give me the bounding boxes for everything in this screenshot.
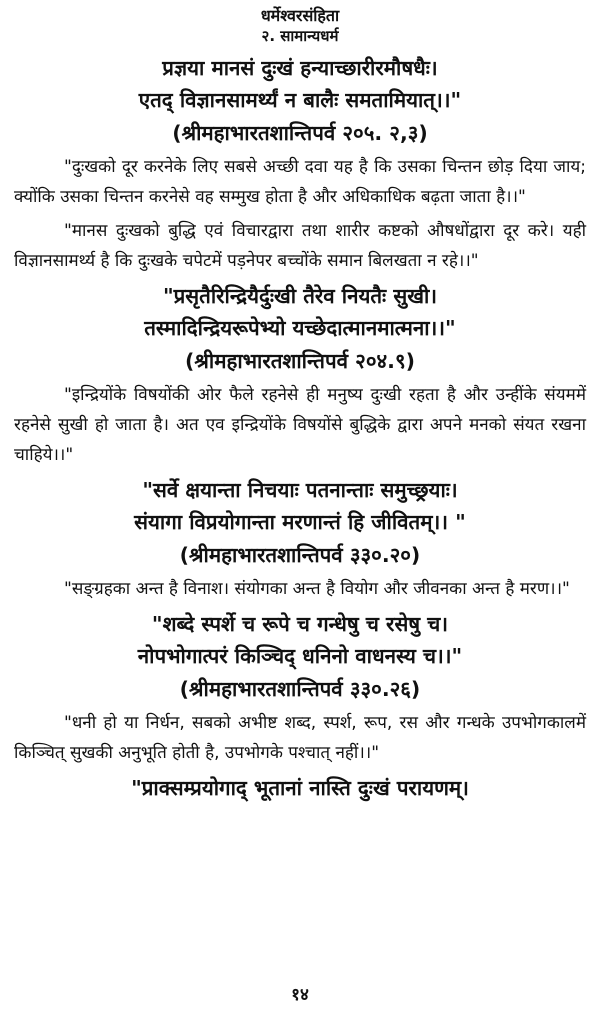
verse-line: एतद् विज्ञानसामर्थ्यं न बालैः समतामियात्।।"	[138, 88, 462, 112]
shloka-block	[14, 474, 586, 604]
page-number: १४	[291, 985, 309, 1005]
verse-line: तस्मादिन्द्रियरूपेभ्यो यच्छेदात्मानमात्मना।।"	[144, 316, 456, 340]
translation-paragraph: "मानस दुःखको बुद्धि एवं विचारद्वारा तथा शारीर कष्टको औषधोंद्वारा दूर करे। यही विज्ञानसामर्थ्य है कि दुःखके चपेटमें पड़नेपर बच्चोंके समान बिलखता न रहे।।"	[14, 221, 586, 271]
translation-paragraph: "सङ्ग्रहका अन्त है विनाश। संयोगका अन्त है वियोग और जीवनका अन्त है मरण।।"	[64, 579, 570, 599]
translation	[14, 708, 586, 768]
running-section: २. सामान्यधर्म	[261, 27, 339, 45]
source-citation: (श्रीमहाभारतशान्तिपर्व ३३०.२०)	[179, 543, 421, 567]
shloka-block	[14, 772, 586, 804]
source-citation: (श्रीमहाभारतशान्तिपर्व २०४.९)	[185, 349, 415, 373]
shloka-block	[14, 608, 586, 768]
verse-line: नोपभोगात्परं किञ्चिद् धनिनो वाधनस्य च।।"	[137, 644, 463, 668]
source-citation: (श्रीमहाभारतशान्तिपर्व ३३०.२६)	[179, 677, 421, 701]
verse-line: संयागा विप्रयोगान्ता मरणान्तं हि जीवितम्।। "	[134, 510, 466, 534]
translation	[14, 380, 586, 470]
translation-paragraph: "दुःखको दूर करनेके लिए सबसे अच्छी दवा यह है कि उसका चिन्तन छोड़ दिया जाय; क्योंकि उसका चिन्तन करनेसे वह सम्मुख होता है और अधिकाधिक बढ़ता जाता है।।"	[14, 157, 586, 207]
translation	[14, 152, 586, 276]
shloka-block	[14, 280, 586, 470]
shloka-block	[14, 52, 586, 276]
verse-line: प्रज्ञया मानसं दुःखं हन्याच्छारीरमौषधैः।	[162, 56, 438, 80]
translation-paragraph: "धनी हो या निर्धन, सबको अभीष्ट शब्द, स्पर्श, रूप, रस और गन्धके उपभोगकालमें किञ्चित् सुखकी अनुभूति होती है, उपभोगके पश्चात् नहीं।।"	[14, 713, 586, 763]
verse-line: "सर्वे क्षयान्ता निचयाः पतनान्ताः समुच्छ्रयाः।	[142, 478, 458, 502]
verse-line: "प्रसृतैरिन्द्रियैर्दुःखी तैरेव नियतैः सुखी।	[162, 284, 438, 308]
translation	[14, 574, 586, 604]
verse-line: "शब्दे स्पर्शे च रूपे च गन्धेषु च रसेषु च।	[151, 612, 449, 636]
verse-line: "प्राक्सम्प्रयोगाद् भूतानां नास्ति दुःखं परायणम्।	[131, 776, 469, 800]
running-title: धर्मेश्वरसंहिता	[260, 6, 340, 25]
source-citation: (श्रीमहाभारतशान्तिपर्व २०५. २,३)	[172, 121, 428, 145]
translation-paragraph: "इन्द्रियोंके विषयोंकी ओर फैले रहनेसे ही मनुष्य दुःखी रहता है और उन्हींके संयममें रहनेसे सुखी हो जाता है। अत एव इन्द्रियोंके विषयोंसे बुद्धिके द्वारा अपने मनको संयत रखना चाहिये।।"	[14, 385, 586, 465]
